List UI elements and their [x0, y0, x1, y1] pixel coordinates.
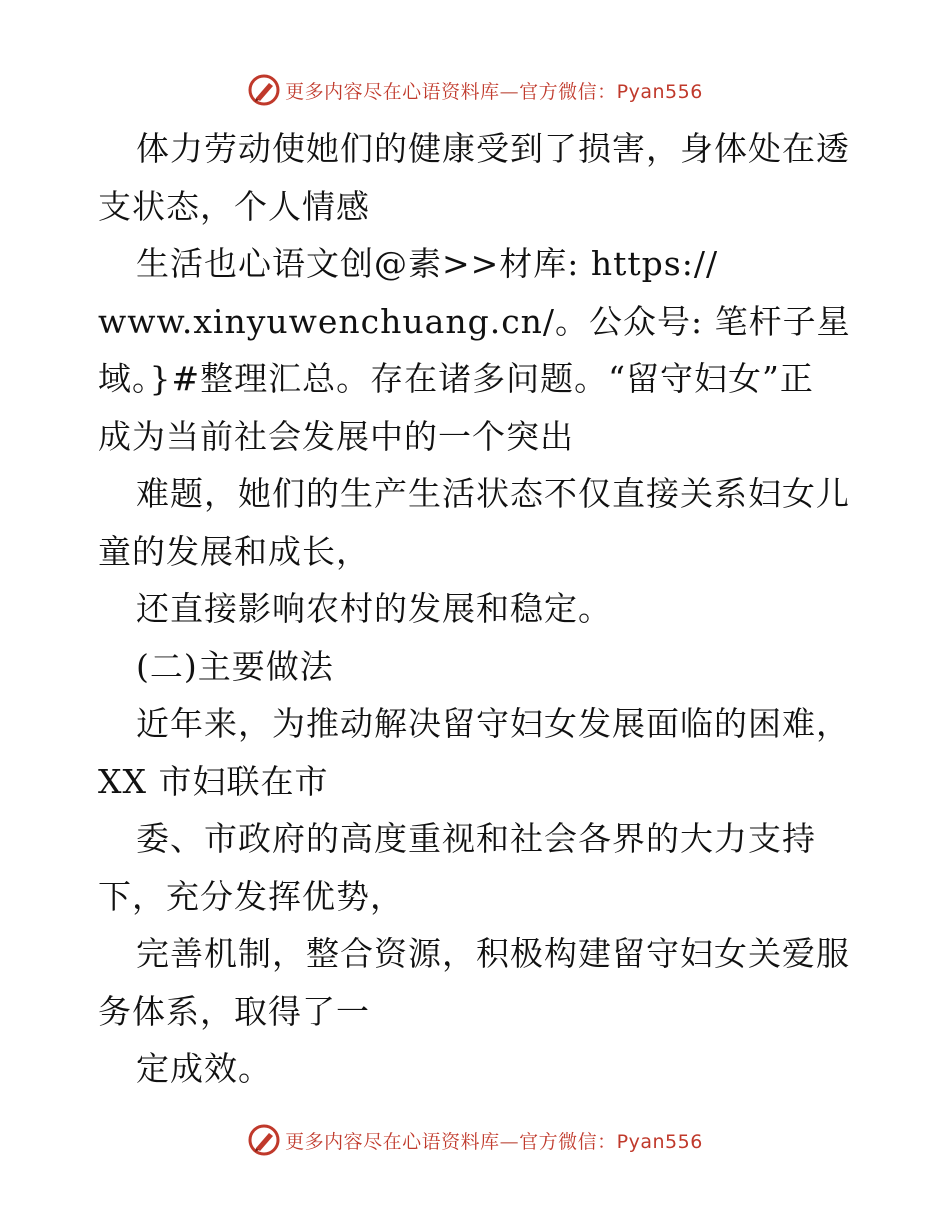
paragraph-line: 难题，她们的生产生活状态不仅直接关系妇女儿 [136, 474, 850, 513]
header-watermark-banner [0, 70, 950, 110]
paragraph-line: 还直接影响农村的发展和稳定。 [136, 589, 612, 628]
footer-watermark-banner [0, 1120, 950, 1160]
paragraph-line: 完善机制，整合资源，积极构建留守妇女关爱服 [136, 934, 850, 973]
paragraph-line: 近年来，为推动解决留守妇女发展面临的困难， [136, 704, 850, 743]
paragraph-line: 定成效。 [136, 1049, 272, 1088]
paragraph-line: 务体系，取得了一 [98, 991, 370, 1031]
paragraph-line: 支状态，个人情感 [98, 186, 370, 226]
paragraph-line: 域。}#整理汇总。存在诸多问题。“留守妇女”正 [98, 359, 814, 398]
paragraph-line: www.xinyuwenchuang.cn/。公众号: 笔杆子星 [98, 301, 851, 341]
pen-circle-logo-icon [247, 1123, 281, 1157]
document-body [98, 120, 858, 1098]
section-heading: (二)主要做法 [136, 646, 334, 686]
paragraph-line: XX 市妇联在市 [98, 761, 329, 801]
paragraph-line: 生活也心语文创@素>>材库: https:// [136, 244, 719, 283]
paragraph-line: 成为当前社会发展中的一个突出 [98, 416, 574, 456]
paragraph-line: 体力劳动使她们的健康受到了损害，身体处在透 [136, 129, 850, 168]
paragraph-line: 下，充分发挥优势， [98, 876, 404, 916]
paragraph-line: 童的发展和成长， [98, 531, 370, 571]
banner-text: 更多内容尽在心语资料库—官方微信：Pyan556 [285, 80, 703, 103]
pen-circle-logo-icon [247, 73, 281, 107]
paragraph-line: 委、市政府的高度重视和社会各界的大力支持 [136, 819, 816, 858]
banner-text: 更多内容尽在心语资料库—官方微信：Pyan556 [285, 1130, 703, 1153]
